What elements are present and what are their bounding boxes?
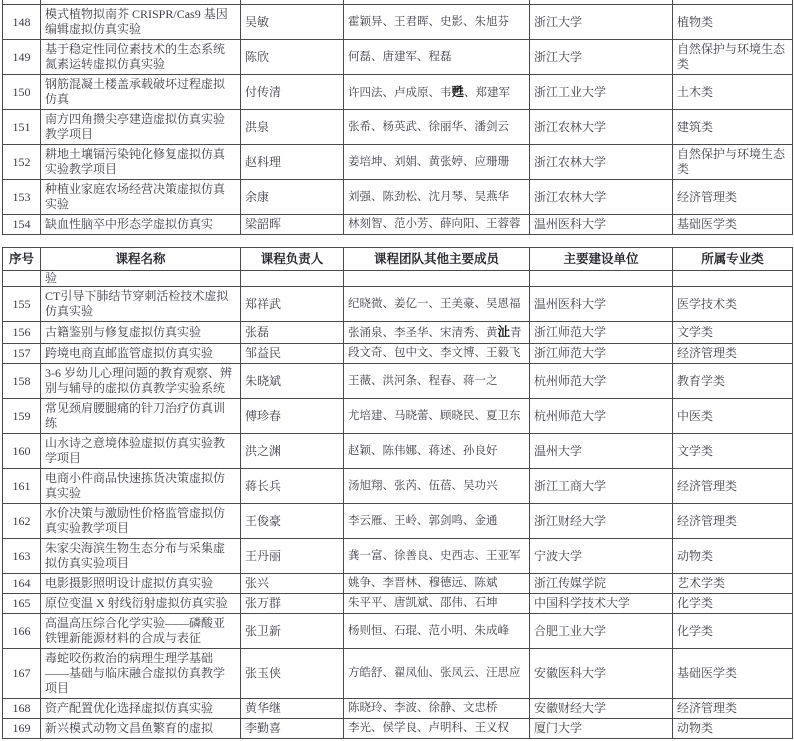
team-members: 纪晓微、姜亿一、王美豪、吴恩福: [344, 287, 530, 322]
row-number: 152: [3, 145, 41, 180]
row-number: 154: [3, 215, 41, 235]
course-leader: 付传清: [241, 75, 344, 110]
table-row: [3, 110, 793, 145]
team-members: 张希、杨英武、徐丽华、潘剑云: [344, 110, 530, 145]
course-leader: 陈欣: [241, 40, 344, 75]
row-number: 150: [3, 75, 41, 110]
subject-category: 文学类: [673, 322, 793, 344]
team-members: 方皓舒、翟凤仙、张凤云、汪思应: [344, 649, 530, 699]
table-row: [3, 180, 793, 215]
course-leader: 余康: [241, 180, 344, 215]
subject-category: 经济管理类: [673, 180, 793, 215]
team-members: 姚争、李晋林、穆德远、陈斌: [344, 574, 530, 594]
construction-unit: 浙江农林大学: [530, 145, 673, 180]
course-name: 电商小件商品快速拣货决策虚拟仿真实验: [41, 469, 241, 504]
construction-unit: 浙江大学: [530, 5, 673, 40]
row-number: 165: [3, 594, 41, 614]
construction-unit: 中国科学技术大学: [530, 594, 673, 614]
team-members: 何磊、唐建军、程磊: [344, 40, 530, 75]
construction-unit: 杭州师范大学: [530, 364, 673, 399]
course-leader: 张玉侠: [241, 649, 344, 699]
course-name: 3-6 岁幼儿心理问题的教育观察、辨别与辅导的虚拟仿真教学实验系统: [41, 364, 241, 399]
construction-unit: 浙江工商大学: [530, 469, 673, 504]
course-leader: 李勤喜: [241, 719, 344, 739]
course-leader: 张万群: [241, 594, 344, 614]
course-leader: 朱晓斌: [241, 364, 344, 399]
subject-category: 经济管理类: [673, 699, 793, 719]
course-leader: [241, 271, 344, 287]
subject-category: 建筑类: [673, 110, 793, 145]
course-name: 南方四角攒尖亭建造虚拟仿真实验教学项目: [41, 110, 241, 145]
construction-unit: 宁波大学: [530, 539, 673, 574]
row-number: 158: [3, 364, 41, 399]
table-row: [3, 594, 793, 614]
course-name: CT引导下肺结节穿刺活检技术虚拟仿真实验: [41, 287, 241, 322]
course-table-bottom: [2, 247, 793, 739]
construction-unit: 浙江财经大学: [530, 504, 673, 539]
team-members: 张涌泉、李圣华、宋清秀、黄沚青: [344, 322, 530, 344]
table-row: [3, 649, 793, 699]
subject-category: 基础医学类: [673, 649, 793, 699]
course-leader: 蒋长兵: [241, 469, 344, 504]
table-row: [3, 539, 793, 574]
course-name: 山水诗之意境体验虚拟仿真实验教学项目: [41, 434, 241, 469]
team-members: 姜培坤、刘娟、黄张婷、应珊珊: [344, 145, 530, 180]
table-row: [3, 699, 793, 719]
subject-category: 经济管理类: [673, 469, 793, 504]
table-row: [3, 344, 793, 364]
subject-category: 经济管理类: [673, 504, 793, 539]
team-members: [344, 271, 530, 287]
course-name: 常见颈肩腰腿痛的针刀治疗仿真训练: [41, 399, 241, 434]
column-header-category: 所属专业类: [673, 248, 793, 271]
table-row: [3, 719, 793, 739]
row-number: 167: [3, 649, 41, 699]
course-name: 原位变温 X 射线衍射虚拟仿真实验: [41, 594, 241, 614]
row-number: 160: [3, 434, 41, 469]
team-members: 王薇、洪河条、程春、蒋一之: [344, 364, 530, 399]
construction-unit: 安徽医科大学: [530, 649, 673, 699]
subject-category: [673, 271, 793, 287]
course-leader: 郑祥武: [241, 287, 344, 322]
subject-category: 土木类: [673, 75, 793, 110]
table-row: [3, 5, 793, 40]
construction-unit: 温州医科大学: [530, 215, 673, 235]
construction-unit: 浙江师范大学: [530, 322, 673, 344]
construction-unit: 浙江大学: [530, 40, 673, 75]
course-leader: 张兴: [241, 574, 344, 594]
construction-unit: 温州大学: [530, 434, 673, 469]
row-number: 155: [3, 287, 41, 322]
course-leader: 张卫新: [241, 614, 344, 649]
page-break-gap: [2, 235, 794, 247]
course-name: 跨境电商直邮监管虚拟仿真实验: [41, 344, 241, 364]
subject-category: 自然保护与环境生态类: [673, 40, 793, 75]
subject-category: 文学类: [673, 434, 793, 469]
course-name: 验: [41, 271, 241, 287]
subject-category: 教育学类: [673, 364, 793, 399]
course-table-top: [2, 4, 793, 235]
construction-unit: 浙江农林大学: [530, 180, 673, 215]
course-name: 种植业家庭农场经营决策虚拟仿真实验: [41, 180, 241, 215]
table-row: [3, 215, 793, 235]
construction-unit: 温州医科大学: [530, 287, 673, 322]
course-name: 模式植物拟南芥 CRISPR/Cas9 基因编辑虚拟仿真实验: [41, 5, 241, 40]
row-number: 156: [3, 322, 41, 344]
construction-unit: [530, 271, 673, 287]
course-name: 资产配置优化选择虚拟仿真实验: [41, 699, 241, 719]
row-number: 166: [3, 614, 41, 649]
column-header-course-name: 课程名称: [41, 248, 241, 271]
course-leader: 梁韶晖: [241, 215, 344, 235]
column-header-unit: 主要建设单位: [530, 248, 673, 271]
course-name: 钢筋混凝土楼盖承载破坏过程虚拟仿真: [41, 75, 241, 110]
construction-unit: 浙江工业大学: [530, 75, 673, 110]
course-leader: 洪泉: [241, 110, 344, 145]
row-number: [3, 271, 41, 287]
course-name: 缺血性脑卒中形态学虚拟仿真实: [41, 215, 241, 235]
course-name: 朱家尖海滨生物生态分布与采集虚拟仿真实验项目: [41, 539, 241, 574]
course-leader: 吴敏: [241, 5, 344, 40]
course-name: 高温高压综合化学实验——磷酸亚铁锂新能源材料的合成与表征: [41, 614, 241, 649]
subject-category: 中医类: [673, 399, 793, 434]
table-row: [3, 145, 793, 180]
course-leader: 王丹丽: [241, 539, 344, 574]
team-members: 段文奇、包中文、李文博、王毅飞: [344, 344, 530, 364]
team-members: 尤培建、马晓蕾、顾晓民、夏卫东: [344, 399, 530, 434]
course-leader: 赵科理: [241, 145, 344, 180]
team-members: 李云雁、王岭、郭剑鸣、金通: [344, 504, 530, 539]
team-members: 朱平平、唐凯斌、邵伟、石坤: [344, 594, 530, 614]
subject-category: 化学类: [673, 594, 793, 614]
table-row: [3, 364, 793, 399]
table-row: [3, 287, 793, 322]
row-number: 149: [3, 40, 41, 75]
row-number: 168: [3, 699, 41, 719]
row-number: 164: [3, 574, 41, 594]
column-header-members: 课程团队其他主要成员: [344, 248, 530, 271]
table-row: [3, 322, 793, 344]
construction-unit: 安徽财经大学: [530, 699, 673, 719]
course-name: 毒蛇咬伤救治的病理生理学基础——基础与临床融合虚拟仿真教学项目: [41, 649, 241, 699]
row-number: 159: [3, 399, 41, 434]
course-leader: 洪之渊: [241, 434, 344, 469]
subject-category: 经济管理类: [673, 344, 793, 364]
construction-unit: 合肥工业大学: [530, 614, 673, 649]
team-members: 李光、侯学良、卢明科、王义权: [344, 719, 530, 739]
row-number: 148: [3, 5, 41, 40]
course-leader: 张磊: [241, 322, 344, 344]
table-row: [3, 40, 793, 75]
course-leader: 邹益民: [241, 344, 344, 364]
team-members: 霍颖异、王君晖、史影、朱旭芬: [344, 5, 530, 40]
table-row: [3, 75, 793, 110]
course-name: 电影摄影照明设计虚拟仿真实验: [41, 574, 241, 594]
team-members: 陈晓玲、李波、徐静、文忠桥: [344, 699, 530, 719]
team-members: 刘强、陈劲松、沈月琴、吴燕华: [344, 180, 530, 215]
course-leader: 王俊豪: [241, 504, 344, 539]
subject-category: 艺术学类: [673, 574, 793, 594]
construction-unit: 杭州师范大学: [530, 399, 673, 434]
team-members: 许四法、卢成原、韦甦、郑建军: [344, 75, 530, 110]
subject-category: 动物类: [673, 539, 793, 574]
row-number: 162: [3, 504, 41, 539]
team-members: 龚一富、徐善良、史西志、王亚军: [344, 539, 530, 574]
course-name: 古籍鉴别与修复虚拟仿真实验: [41, 322, 241, 344]
table-row: [3, 614, 793, 649]
table-row: [3, 399, 793, 434]
table-row: [3, 434, 793, 469]
course-name: 新兴模式动物文昌鱼繁育的虚拟: [41, 719, 241, 739]
subject-category: 植物类: [673, 5, 793, 40]
course-leader: 傅珍春: [241, 399, 344, 434]
column-header-leader: 课程负责人: [241, 248, 344, 271]
table-header-row: [3, 248, 793, 271]
table-row: [3, 271, 793, 287]
course-leader: 黄华继: [241, 699, 344, 719]
construction-unit: 浙江传媒学院: [530, 574, 673, 594]
team-members: 汤旭翔、张芮、伍蓓、吴功兴: [344, 469, 530, 504]
subject-category: 自然保护与环境生态类: [673, 145, 793, 180]
subject-category: 化学类: [673, 614, 793, 649]
column-header-index: 序号: [3, 248, 41, 271]
row-number: 151: [3, 110, 41, 145]
row-number: 163: [3, 539, 41, 574]
row-number: 153: [3, 180, 41, 215]
row-number: 157: [3, 344, 41, 364]
team-members: 赵颖、陈伟娜、蒋述、孙良好: [344, 434, 530, 469]
course-name: 耕地土壤镉污染钝化修复虚拟仿真实验教学项目: [41, 145, 241, 180]
construction-unit: 浙江农林大学: [530, 110, 673, 145]
table-row: [3, 504, 793, 539]
subject-category: 医学技术类: [673, 287, 793, 322]
row-number: 161: [3, 469, 41, 504]
construction-unit: 厦门大学: [530, 719, 673, 739]
table-row: [3, 574, 793, 594]
course-name: 基于稳定性同位素技术的生态系统氮素运转虚拟仿真实验: [41, 40, 241, 75]
team-members: 林刻智、范小芳、薛向阳、王蓉蓉: [344, 215, 530, 235]
team-members: 杨则恒、石琨、范小明、朱成峰: [344, 614, 530, 649]
table-row: [3, 469, 793, 504]
construction-unit: 浙江师范大学: [530, 344, 673, 364]
subject-category: 动物类: [673, 719, 793, 739]
row-number: 169: [3, 719, 41, 739]
subject-category: 基础医学类: [673, 215, 793, 235]
course-name: 水价决策与激励性价格监管虚拟仿真实验教学项目: [41, 504, 241, 539]
